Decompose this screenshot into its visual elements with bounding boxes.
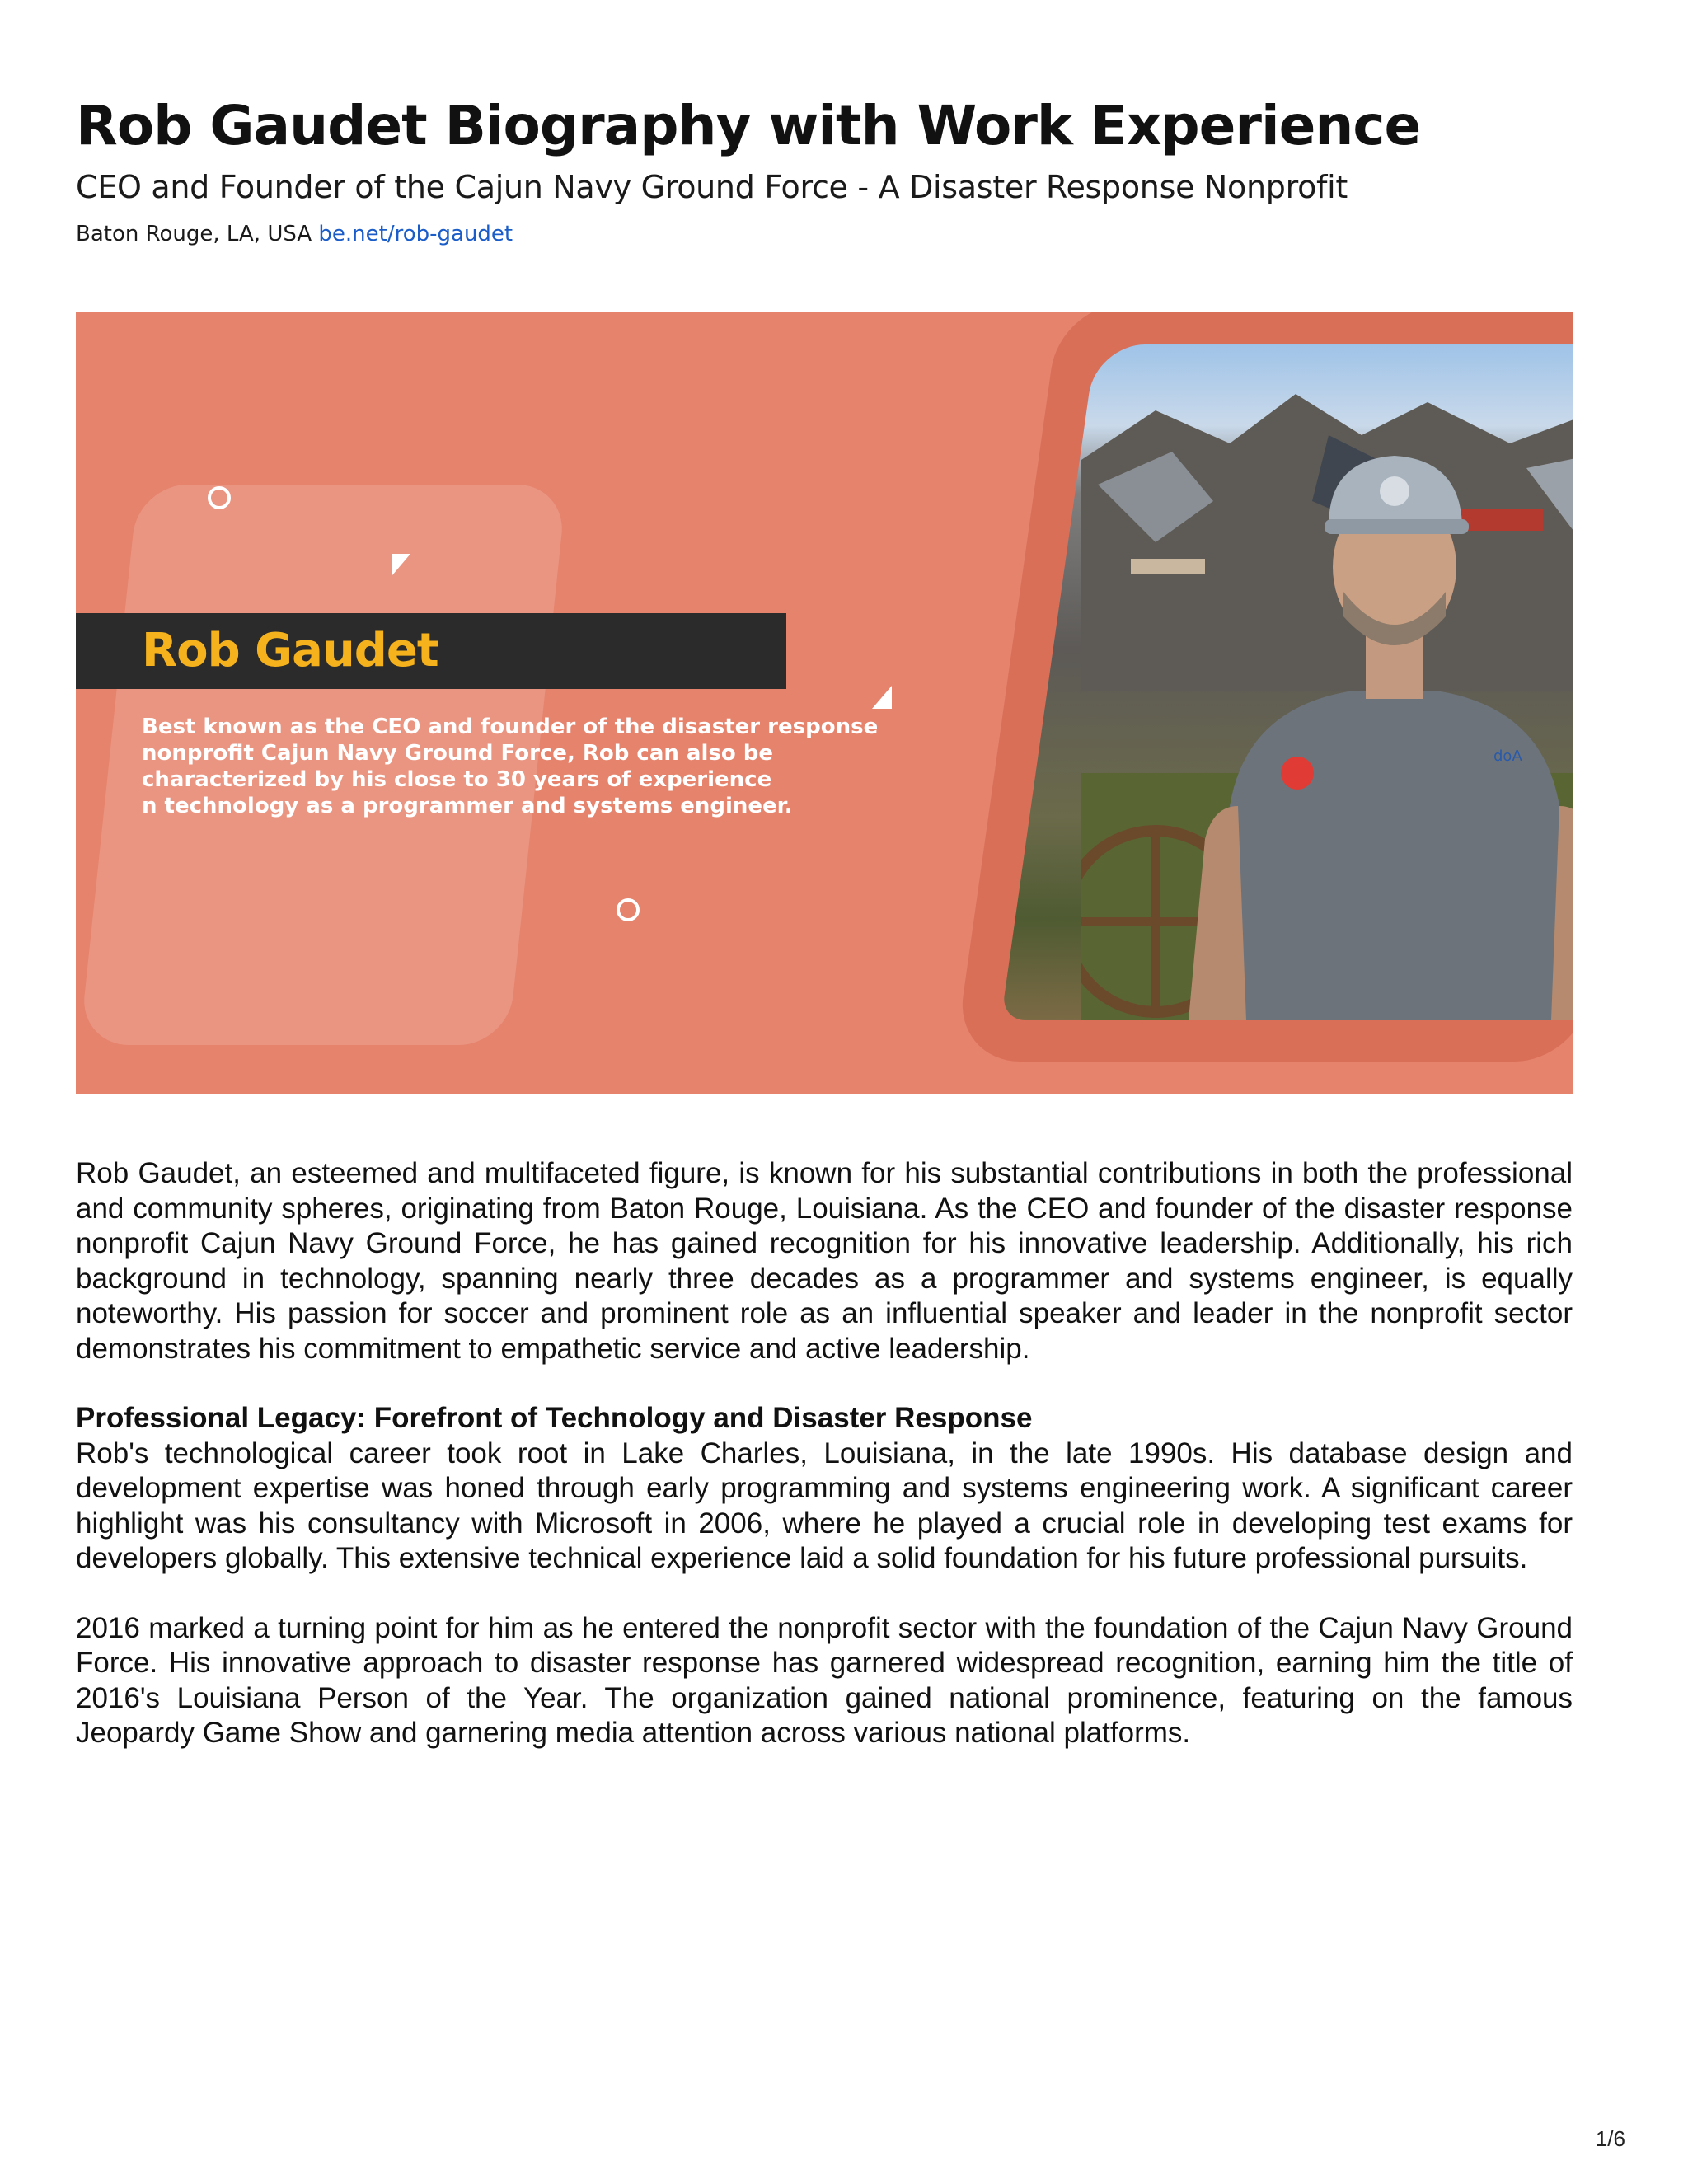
hero-banner (76, 312, 1573, 1094)
page-title: Rob Gaudet Biography with Work Experience (76, 94, 1421, 157)
profile-link[interactable]: be.net/rob-gaudet (318, 222, 513, 246)
page-subtitle: CEO and Founder of the Cajun Navy Ground Force - A Disaster Response Nonprofit (76, 169, 1348, 205)
banner-description: Best known as the CEO and founder of the disaster response nonprofit Cajun Navy Ground Force, Rob can also be characterized by his close to 30 years of experience n technology as a programmer and systems engineer. (142, 715, 879, 818)
nonprofit-paragraph: 2016 marked a turning point for him as he entered the nonprofit sector with the foundation of the Cajun Navy Ground Force. His innovative approach to disaster response has garnered widespread recognition, earning him the title of 2016's Louisiana Person of the Year. The organization gained national prominence, featuring on the famous Jeopardy Game Show and garnering media attention across various national platforms. (76, 1611, 1573, 1749)
location-text: Baton Rouge, LA, USA (76, 222, 312, 246)
intro-paragraph: Rob Gaudet, an esteemed and multifaceted figure, is known for his substantial contributions in both the professional and community spheres, originating from Baton Rouge, Louisiana. As the CEO and founder of the disaster response nonprofit Cajun Navy Ground Force, he has gained recognition for his innovative leadership. Additionally, his rich background in technology, spanning nearly three decades as a programmer and systems engineer, is equally noteworthy. His passion for soccer and prominent role as an influential speaker and leader in the nonprofit sector demonstrates his commitment to empathetic service and active leadership. (76, 1157, 1573, 1365)
triangle-decor-icon (392, 554, 410, 575)
article-body (76, 1156, 1573, 1786)
section-heading: Professional Legacy: Forefront of Technology and Disaster Response (76, 1402, 1033, 1434)
ring-decor-icon (617, 898, 640, 921)
career-paragraph: Rob's technological career took root in Lake Charles, Louisiana, in the late 1990s. His database design and development expertise was honed through early programming and systems engineering work. A significant career highlight was his consultancy with Microsoft in 2006, where he played a crucial role in developing test exams for developers globally. This extensive technical experience laid a solid foundation for his future professional pursuits. (76, 1436, 1573, 1574)
location-line (76, 219, 1584, 249)
document-header (76, 89, 1584, 249)
triangle-decor-icon (872, 686, 892, 709)
banner-name: Rob Gaudet (142, 624, 438, 677)
svg-text:doA: doA (1493, 748, 1522, 765)
page-number: 1/6 (1595, 2126, 1625, 2151)
portrait-illustration (1081, 344, 1573, 1020)
portrait-photo (1001, 344, 1573, 1020)
ring-decor-icon (208, 486, 231, 509)
